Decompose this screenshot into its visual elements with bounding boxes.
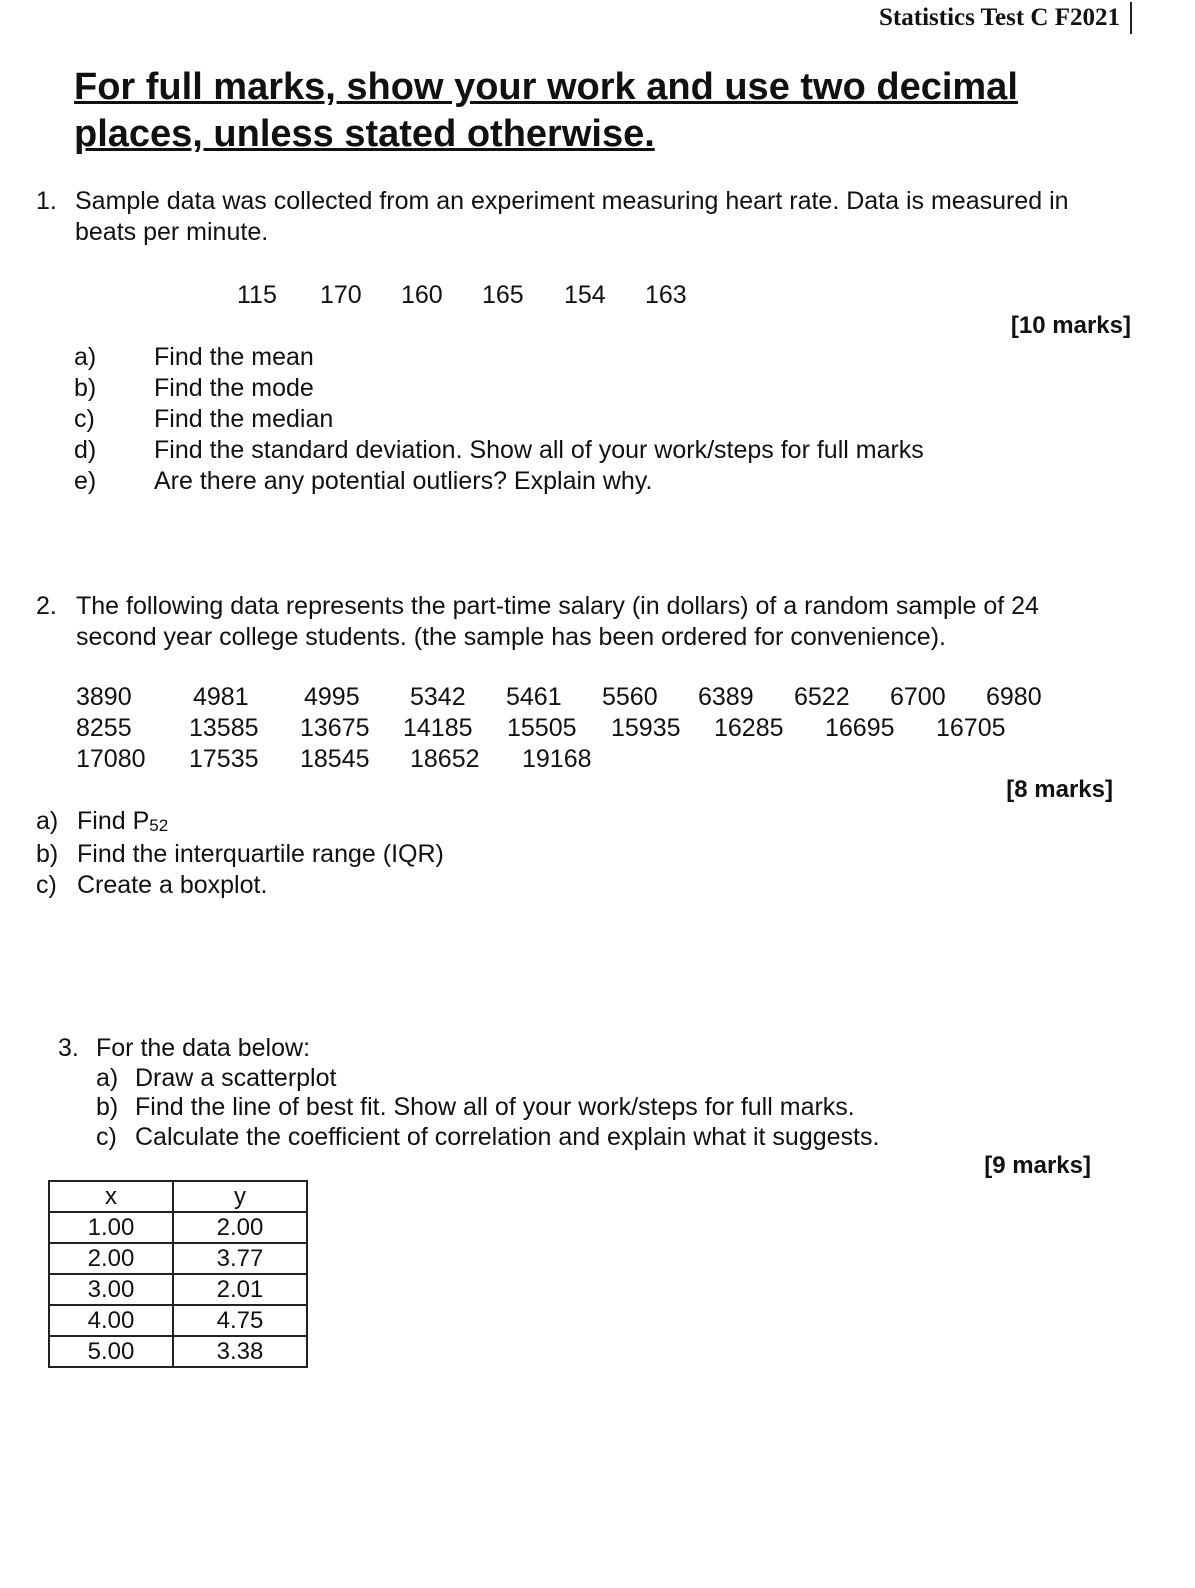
table-header-x: x [49, 1181, 173, 1212]
q2-part-text: Create a boxplot. [77, 871, 268, 899]
q2-data-value: 16285 [714, 714, 784, 742]
q3-intro: For the data below: [96, 1034, 311, 1062]
table-cell-y: 3.38 [173, 1336, 307, 1367]
q2-data-value: 5560 [602, 683, 658, 711]
q3-marks: [9 marks] [984, 1152, 1091, 1179]
q1-part-b [74, 373, 924, 404]
q1-number: 1. [36, 187, 57, 215]
q1-text-line-1: Sample data was collected from an experiment measuring heart rate. Data is measured in [75, 187, 1069, 215]
q1-data-value: 160 [401, 281, 443, 309]
q3-part-text: Calculate the coefficient of correlation and explain what it suggests. [135, 1122, 880, 1151]
q1-parts [74, 342, 924, 497]
table-header-row [49, 1181, 307, 1212]
q2-data-value: 15505 [507, 714, 577, 742]
q2-data-value: 18652 [410, 745, 480, 773]
q1-text-line-2: beats per minute. [75, 218, 269, 246]
q2-marks: [8 marks] [1006, 776, 1113, 803]
table-cell-y: 2.00 [173, 1212, 307, 1243]
q1-data-value: 115 [237, 281, 277, 309]
q2-data-value: 8255 [76, 714, 132, 742]
q2-data-value: 5461 [506, 683, 562, 711]
q3-part-a [96, 1064, 879, 1094]
percentile-subscript: 52 [149, 816, 169, 835]
q2-parts [36, 806, 444, 901]
q3-number: 3. [58, 1034, 79, 1062]
q2-data-value: 6522 [794, 683, 850, 711]
q1-text [75, 186, 1069, 248]
q1-part-letter: c) [74, 405, 95, 433]
instructions [74, 64, 1018, 158]
q3-part-letter: a) [96, 1063, 119, 1092]
q3-part-text: Draw a scatterplot [135, 1063, 337, 1092]
q2-part-text: Find the interquartile range (IQR) [77, 840, 444, 868]
q2-data-value: 17080 [76, 745, 146, 773]
instructions-line-2: places, unless stated otherwise. [74, 113, 655, 155]
q1-part-a [74, 342, 924, 373]
q2-data-value: 16695 [825, 714, 895, 742]
q2-data-value: 18545 [300, 745, 370, 773]
q2-text [76, 591, 1039, 653]
table-row [49, 1305, 307, 1336]
table-cell-x: 3.00 [49, 1274, 173, 1305]
q2-part-b [36, 839, 444, 870]
q3-part-text: Find the line of best fit. Show all of your work/steps for full marks. [135, 1093, 855, 1121]
q2-data-value: 4995 [304, 683, 360, 711]
q2-data-value: 3890 [76, 683, 132, 711]
q1-marks: [10 marks] [1010, 312, 1131, 339]
q1-part-text: Find the mode [154, 374, 314, 402]
q2-data-value: 6980 [986, 683, 1042, 711]
q1-part-c [74, 404, 924, 435]
q1-part-letter: e) [74, 467, 97, 495]
q2-data-value: 15935 [611, 714, 681, 742]
q2-data-value: 16705 [936, 714, 1006, 742]
q2-number: 2. [36, 592, 57, 620]
table-cell-y: 2.01 [173, 1274, 307, 1305]
test-title: Statistics Test C F2021 [879, 4, 1120, 31]
table-row [49, 1243, 307, 1274]
table-row [49, 1336, 307, 1367]
q1-part-text: Find the mean [154, 343, 314, 371]
q2-data-value: 13585 [189, 714, 259, 742]
q2-part-c [36, 870, 444, 901]
q2-part-text: Find P [77, 807, 150, 835]
q2-data-value: 17535 [189, 745, 259, 773]
q1-part-text: Find the standard deviation. Show all of your work/steps for full marks [154, 436, 924, 464]
q2-data-value: 4981 [193, 683, 249, 711]
q1-part-letter: a) [74, 343, 97, 371]
q2-data-value: 5342 [410, 683, 466, 711]
table-header-y: y [173, 1181, 307, 1212]
q2-data-value: 19168 [522, 745, 592, 773]
q3-part-b [96, 1093, 879, 1123]
q2-part-letter: b) [36, 840, 59, 868]
q1-part-d [74, 435, 924, 466]
q1-part-text: Are there any potential outliers? Explain why. [154, 467, 653, 495]
xy-data-table [48, 1180, 308, 1368]
q1-data-value: 163 [645, 281, 687, 309]
q2-data-value: 14185 [403, 714, 473, 742]
q3-body [96, 1034, 879, 1152]
q2-text-line-1: The following data represents the part-time salary (in dollars) of a random sample of 24 [76, 592, 1039, 620]
q2-text-line-2: second year college students. (the sample has been ordered for convenience). [76, 623, 946, 651]
q1-data-value: 154 [564, 281, 606, 309]
table-cell-x: 5.00 [49, 1336, 173, 1367]
table-cell-y: 4.75 [173, 1305, 307, 1336]
table-cell-x: 4.00 [49, 1305, 173, 1336]
q1-part-text: Find the median [154, 405, 334, 433]
instructions-line-1: For full marks, show your work and use two decimal [74, 66, 1018, 108]
q2-part-a [36, 806, 444, 839]
table-row [49, 1274, 307, 1305]
table-cell-x: 2.00 [49, 1243, 173, 1274]
q2-part-letter: a) [36, 807, 59, 835]
q1-data-value: 165 [482, 281, 524, 309]
q2-data-value: 6700 [890, 683, 946, 711]
q3-part-c [96, 1123, 879, 1153]
q2-part-letter: c) [36, 871, 57, 899]
q3-part-letter: c) [96, 1122, 117, 1151]
q1-part-letter: d) [74, 436, 97, 464]
header-divider [1130, 2, 1132, 34]
q2-data-value: 6389 [698, 683, 754, 711]
table-cell-x: 1.00 [49, 1212, 173, 1243]
table-row [49, 1212, 307, 1243]
q2-data-value: 13675 [300, 714, 370, 742]
table-cell-y: 3.77 [173, 1243, 307, 1274]
q1-part-letter: b) [74, 374, 97, 402]
q1-part-e [74, 466, 924, 497]
q1-data-value: 170 [320, 281, 362, 309]
q3-part-letter: b) [96, 1093, 119, 1121]
